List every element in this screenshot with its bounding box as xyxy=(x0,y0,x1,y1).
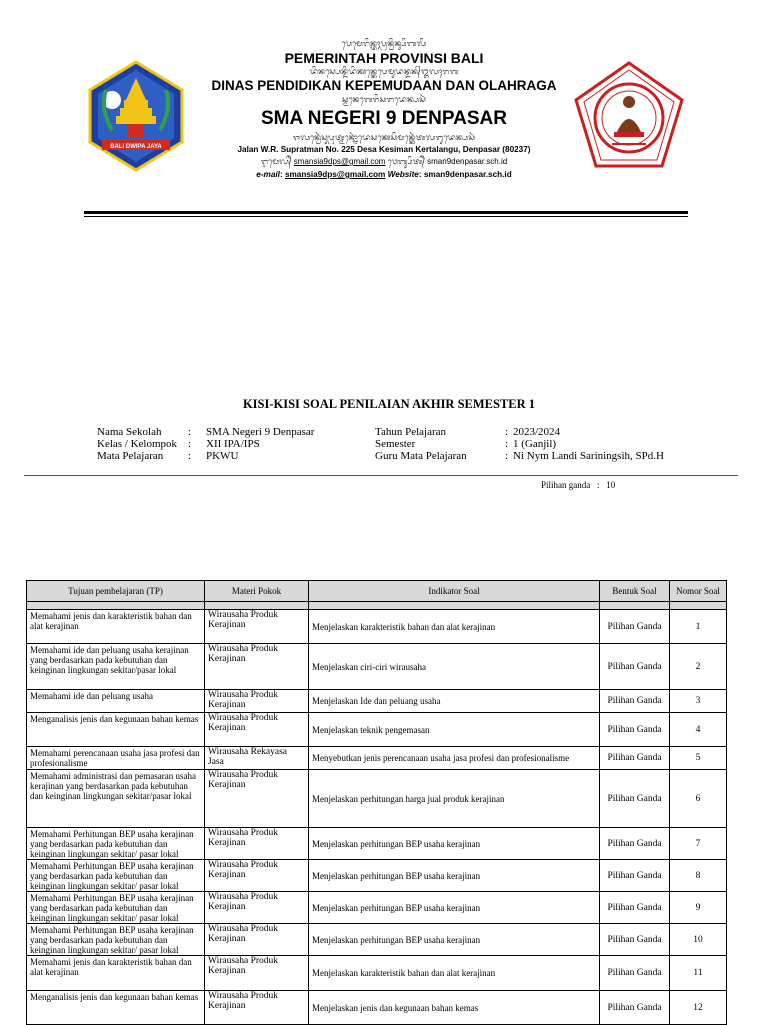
question-type-label: Pilihan ganda xyxy=(541,480,591,490)
tp-cell: Memahami Perhitungan BEP usaha kerajinan yang berdasarkan pada kebutuhan dan keinginan lingkungan sekitar/ pasar lokal xyxy=(27,828,205,860)
table-row xyxy=(27,991,727,1025)
meta-value: PKWU xyxy=(206,450,239,462)
materi-cell: Wirausaha Produk Kerajinan xyxy=(205,713,309,747)
nomor-cell: 11 xyxy=(670,956,727,991)
letterhead-divider-thin xyxy=(84,216,688,217)
tp-cell: Memahami jenis dan karakteristik bahan dan alat kerajinan xyxy=(27,610,205,644)
nomor-cell: 6 xyxy=(670,770,727,828)
table-header-spacer xyxy=(27,602,727,610)
contact-script-line xyxy=(196,156,572,168)
meta-label: Tahun Pelajaran xyxy=(375,426,447,438)
meta-left xyxy=(97,426,314,462)
nomor-cell: 7 xyxy=(670,828,727,860)
bentuk-cell: Pilihan Ganda xyxy=(600,956,670,991)
meta-label: Semester xyxy=(375,438,416,450)
nomor-cell: 12 xyxy=(670,991,727,1025)
email-label: e-mail xyxy=(256,170,280,179)
table-body xyxy=(27,610,727,1025)
school-address: Jalan W.R. Supratman No. 225 Desa Kesiman Kertalangu, Denpasar (80237) xyxy=(237,145,531,154)
table-row xyxy=(27,956,727,991)
bentuk-cell: Pilihan Ganda xyxy=(600,924,670,956)
indikator-cell: Menjelaskan Ide dan peluang usaha xyxy=(309,690,600,713)
letterhead-divider-thick xyxy=(84,211,688,214)
meta-sep: : xyxy=(188,450,192,462)
meta-sep: : xyxy=(188,438,192,450)
bentuk-cell: Pilihan Ganda xyxy=(600,713,670,747)
tp-cell: Memahami ide dan peluang usaha kerajinan yang berdasarkan pada kebutuhan dan keinginan lingkungan sekitar/pasar lokal xyxy=(27,644,205,690)
table-row xyxy=(27,713,727,747)
indikator-cell: Menjelaskan perhitungan BEP usaha kerajinan xyxy=(309,892,600,924)
materi-cell: Wirausaha Rekayasa Jasa xyxy=(205,747,309,770)
indikator-cell: Menjelaskan karakteristik bahan dan alat kerajinan xyxy=(309,956,600,991)
school-name: SMA NEGERI 9 DENPASAR xyxy=(261,108,507,129)
meta-value: 1 (Ganjil) xyxy=(513,438,557,450)
table-row xyxy=(27,644,727,690)
nomor-cell: 3 xyxy=(670,690,727,713)
indikator-cell: Menjelaskan teknik pengemasan xyxy=(309,713,600,747)
bentuk-cell: Pilihan Ganda xyxy=(600,828,670,860)
materi-cell: Wirausaha Produk Kerajinan xyxy=(205,690,309,713)
bentuk-cell: Pilihan Ganda xyxy=(600,860,670,892)
table-row xyxy=(27,828,727,860)
email-website-line: e-mail: smansia9dps@gmail.com Website: sman9denpasar.sch.id xyxy=(256,170,512,179)
meta-sep: : xyxy=(188,426,192,438)
materi-cell: Wirausaha Produk Kerajinan xyxy=(205,991,309,1025)
balinese-script-line: ᬤᬶᬦᬲ᭄ᬧᬾᬦ᭄ᬤᬶᬤᬶᬓᬦ᭄ᬓᬾᬧᬾᬫᬸᬤᬦ᭄ᬤᬦ᭄ᬑᬮᬄᬭᬕ xyxy=(309,67,459,76)
table-row xyxy=(27,690,727,713)
contact-script-mid: ᬯᬾᬩ᭄ᬲᬶᬢ᭄ᬃ xyxy=(385,157,428,166)
table-row xyxy=(27,892,727,924)
meta-sep: : xyxy=(505,450,509,462)
materi-cell: Wirausaha Produk Kerajinan xyxy=(205,924,309,956)
tp-cell: Memahami administrasi dan pemasaran usaha kerajinan yang berdasarkan pada kebutuhan dan keinginan lingkungan sekitar/pasar lokal xyxy=(27,770,205,828)
meta-value: Ni Nym Landi Sariningsih, SPd.H xyxy=(513,450,664,462)
meta-row xyxy=(375,438,664,450)
materi-cell: Wirausaha Produk Kerajinan xyxy=(205,610,309,644)
contact-website[interactable]: sman9denpasar.sch.id xyxy=(427,157,508,166)
meta-label: Mata Pelajaran xyxy=(97,450,164,462)
nomor-cell: 2 xyxy=(670,644,727,690)
meta-value: SMA Negeri 9 Denpasar xyxy=(206,426,315,438)
materi-cell: Wirausaha Produk Kerajinan xyxy=(205,828,309,860)
nomor-cell: 1 xyxy=(670,610,727,644)
column-header: Tujuan pembelajaran (TP) xyxy=(27,581,205,602)
svg-text:BALI DWIPA JAYA: BALI DWIPA JAYA xyxy=(110,144,162,150)
meta-right xyxy=(375,426,664,462)
table-row xyxy=(27,860,727,892)
question-count-summary xyxy=(541,480,615,490)
bentuk-cell: Pilihan Ganda xyxy=(600,770,670,828)
column-header: Indikator Soal xyxy=(309,581,600,602)
meta-row xyxy=(375,450,664,462)
bentuk-cell: Pilihan Ganda xyxy=(600,892,670,924)
question-count-value: 10 xyxy=(606,480,616,490)
table-row xyxy=(27,610,727,644)
balinese-script-line: ᬲ᭄ᬫᬦᬾᬕᬾᬭᬶᬲᬗᬤᬾᬦ᭄ᬧᬲᬃ xyxy=(341,95,427,104)
table-row xyxy=(27,747,727,770)
indikator-cell: Menjelaskan ciri-ciri wirausaha xyxy=(309,644,600,690)
meta-divider xyxy=(24,475,738,476)
materi-cell: Wirausaha Produk Kerajinan xyxy=(205,860,309,892)
table-row xyxy=(27,770,727,828)
tp-cell: Memahami Perhitungan BEP usaha kerajinan yang berdasarkan pada kebutuhan dan keinginan lingkungan sekitar/ pasar lokal xyxy=(27,924,205,956)
materi-cell: Wirausaha Produk Kerajinan xyxy=(205,892,309,924)
indikator-cell: Menjelaskan perhitungan BEP usaha kerajinan xyxy=(309,860,600,892)
tp-cell: Menganalisis jenis dan kegunaan bahan kemas xyxy=(27,991,205,1025)
bali-province-emblem-icon xyxy=(84,60,188,172)
kisi-kisi-table xyxy=(26,580,727,1025)
meta-row xyxy=(97,438,314,450)
nomor-cell: 4 xyxy=(670,713,727,747)
balinese-script-line: ᬚᬮᬦ᭄ᬯᬾᬃᬲᬸᬧ᭄ᬭᬢ᭄ᬫᬦ᭄ᬦᭀᬃᬤᬾᬲᬓᬾᬲᬶᬫᬦ᭄ᬓᬾᬃᬢᬮᬗᬸᬤᬾᬦ᭄ᬧᬲᬃ xyxy=(292,133,476,142)
department-name: DINAS PENDIDIKAN KEPEMUDAAN DAN OLAHRAGA xyxy=(211,78,557,93)
balinese-script-line: ᬧᬾᬫᬾᬭᬶᬦ᭄ᬢᬄᬧ᭄ᬭᬦ᭄ᬯᬶᬦ᭄ᬲᬶᬩᬮᬶ xyxy=(341,39,427,48)
nomor-cell: 10 xyxy=(670,924,727,956)
materi-cell: Wirausaha Produk Kerajinan xyxy=(205,770,309,828)
bentuk-cell: Pilihan Ganda xyxy=(600,610,670,644)
contact-script-prefix: ᬇᬫᬾᬮ᭄ᬃ xyxy=(260,157,294,166)
nomor-cell: 9 xyxy=(670,892,727,924)
bentuk-cell: Pilihan Ganda xyxy=(600,644,670,690)
bentuk-cell: Pilihan Ganda xyxy=(600,991,670,1025)
column-header: Materi Pokok xyxy=(205,581,309,602)
government-name: PEMERINTAH PROVINSI BALI xyxy=(284,50,484,66)
indikator-cell: Menjelaskan perhitungan BEP usaha kerajinan xyxy=(309,924,600,956)
indikator-cell: Menyebutkan jenis perencanaan usaha jasa profesi dan profesionalisme xyxy=(309,747,600,770)
website-link[interactable]: sman9denpasar.sch.id xyxy=(423,170,512,179)
indikator-cell: Menjelaskan karakteristik bahan dan alat kerajinan xyxy=(309,610,600,644)
nomor-cell: 5 xyxy=(670,747,727,770)
materi-cell: Wirausaha Produk Kerajinan xyxy=(205,956,309,991)
meta-sep: : xyxy=(505,426,509,438)
column-header: Nomor Soal xyxy=(670,581,727,602)
meta-row xyxy=(97,450,314,462)
materi-cell: Wirausaha Produk Kerajinan xyxy=(205,644,309,690)
nomor-cell: 8 xyxy=(670,860,727,892)
tp-cell: Memahami perencanaan usaha jasa profesi dan profesionalisme xyxy=(27,747,205,770)
tp-cell: Memahami jenis dan karakteristik bahan dan alat kerajinan xyxy=(27,956,205,991)
meta-row xyxy=(375,426,664,438)
indikator-cell: Menjelaskan perhitungan BEP usaha kerajinan xyxy=(309,828,600,860)
email-link[interactable]: smansia9dps@gmail.com xyxy=(284,170,386,179)
indikator-cell: Menjelaskan perhitungan harga jual produk kerajinan xyxy=(309,770,600,828)
table-row xyxy=(27,924,727,956)
meta-value: XII IPA/IPS xyxy=(206,438,260,450)
letterhead xyxy=(0,0,768,220)
website-label: Website xyxy=(387,170,419,179)
tp-cell: Memahami Perhitungan BEP usaha kerajinan yang berdasarkan pada kebutuhan dan keinginan lingkungan sekitar/ pasar lokal xyxy=(27,860,205,892)
letterhead-text xyxy=(196,38,572,181)
document-title: KISI-KISI SOAL PENILAIAN AKHIR SEMESTER 1 xyxy=(242,397,536,411)
indikator-cell: Menjelaskan jenis dan kegunaan bahan kemas xyxy=(309,991,600,1025)
tp-cell: Memahami Perhitungan BEP usaha kerajinan yang berdasarkan pada kebutuhan dan keinginan lingkungan sekitar/ pasar lokal xyxy=(27,892,205,924)
meta-label: Nama Sekolah xyxy=(97,426,162,438)
bentuk-cell: Pilihan Ganda xyxy=(600,690,670,713)
meta-label: Kelas / Kelompok xyxy=(97,438,178,450)
meta-row xyxy=(97,426,314,438)
contact-email-link[interactable]: smansia9dps@gmail.com xyxy=(293,157,386,166)
column-header: Bentuk Soal xyxy=(600,581,670,602)
question-count-sep: : xyxy=(597,480,600,490)
tp-cell: Memahami ide dan peluang usaha xyxy=(27,690,205,713)
school-emblem-icon xyxy=(572,60,686,172)
meta-label: Guru Mata Pelajaran xyxy=(375,450,467,462)
table-header-row xyxy=(27,581,727,602)
meta-sep: : xyxy=(505,438,509,450)
bentuk-cell: Pilihan Ganda xyxy=(600,747,670,770)
meta-value: 2023/2024 xyxy=(513,426,561,438)
tp-cell: Menganalisis jenis dan kegunaan bahan kemas xyxy=(27,713,205,747)
